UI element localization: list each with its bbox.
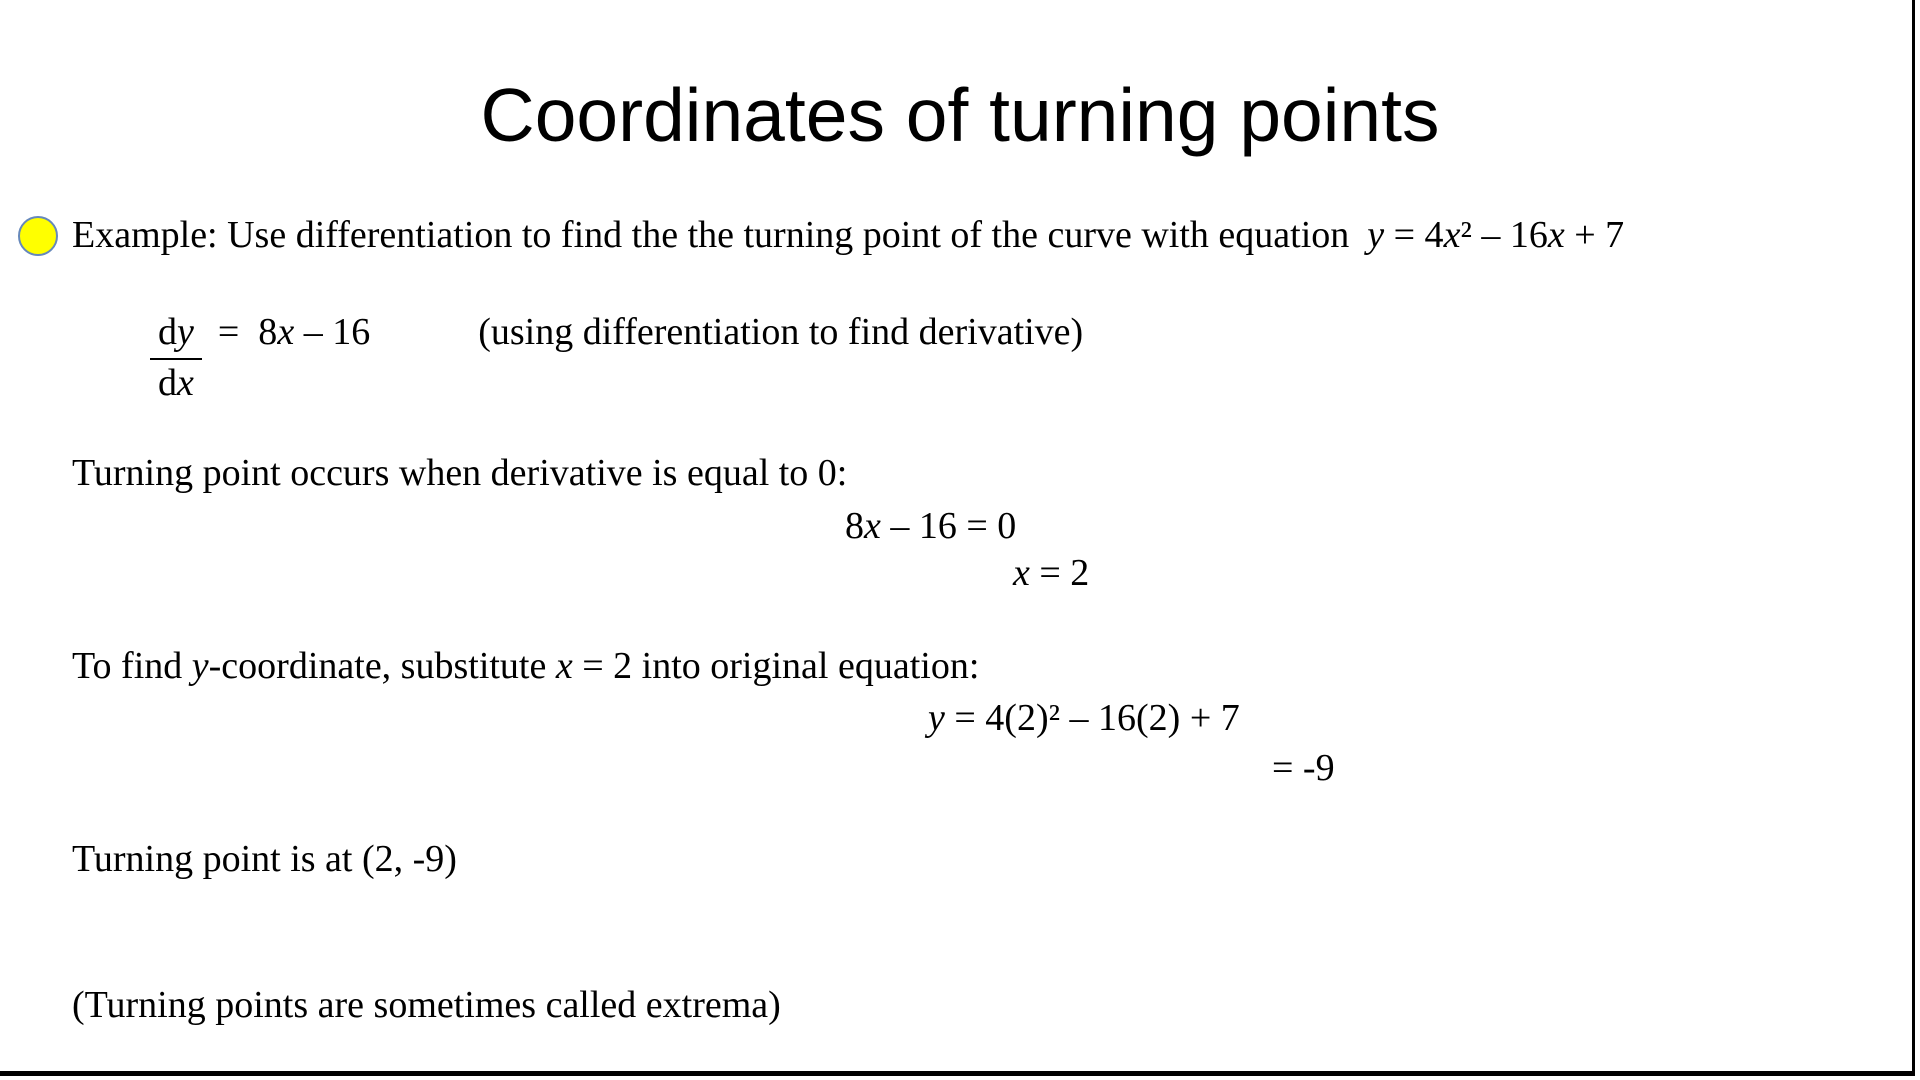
- circle-bullet-icon: [18, 216, 58, 256]
- substitute-heading: To find y-coordinate, substitute x = 2 into original equation:: [72, 645, 980, 687]
- footnote-text: (Turning points are sometimes called extrema): [72, 984, 781, 1026]
- example-equation: y = 4x² – 16x + 7: [1367, 214, 1625, 256]
- solve-heading: Turning point occurs when derivative is equal to 0:: [72, 452, 848, 494]
- solve-step-2: x = 2: [1013, 552, 1090, 594]
- result-text: Turning point is at (2, -9): [72, 838, 457, 880]
- slide-right-border: [1912, 0, 1915, 1076]
- fraction-numerator: dy: [150, 311, 202, 360]
- derivative-fraction: [150, 311, 202, 405]
- example-text: Example: Use differentiation to find the the turning point of the curve with equation: [72, 214, 1350, 256]
- substitute-step-1: y = 4(2)² – 16(2) + 7: [928, 697, 1240, 739]
- example-line: [18, 214, 1624, 258]
- fraction-denominator: dx: [158, 361, 194, 404]
- derivative-line: [150, 311, 1083, 405]
- substitute-step-2: = -9: [1272, 747, 1335, 789]
- slide-bottom-border: [0, 1071, 1915, 1076]
- page-title: Coordinates of turning points: [480, 73, 1440, 157]
- derivative-note: (using differentiation to find derivative): [478, 311, 1084, 353]
- derivative-equation: = 8x – 16: [217, 311, 371, 353]
- solve-step-1: 8x – 16 = 0: [845, 505, 1017, 547]
